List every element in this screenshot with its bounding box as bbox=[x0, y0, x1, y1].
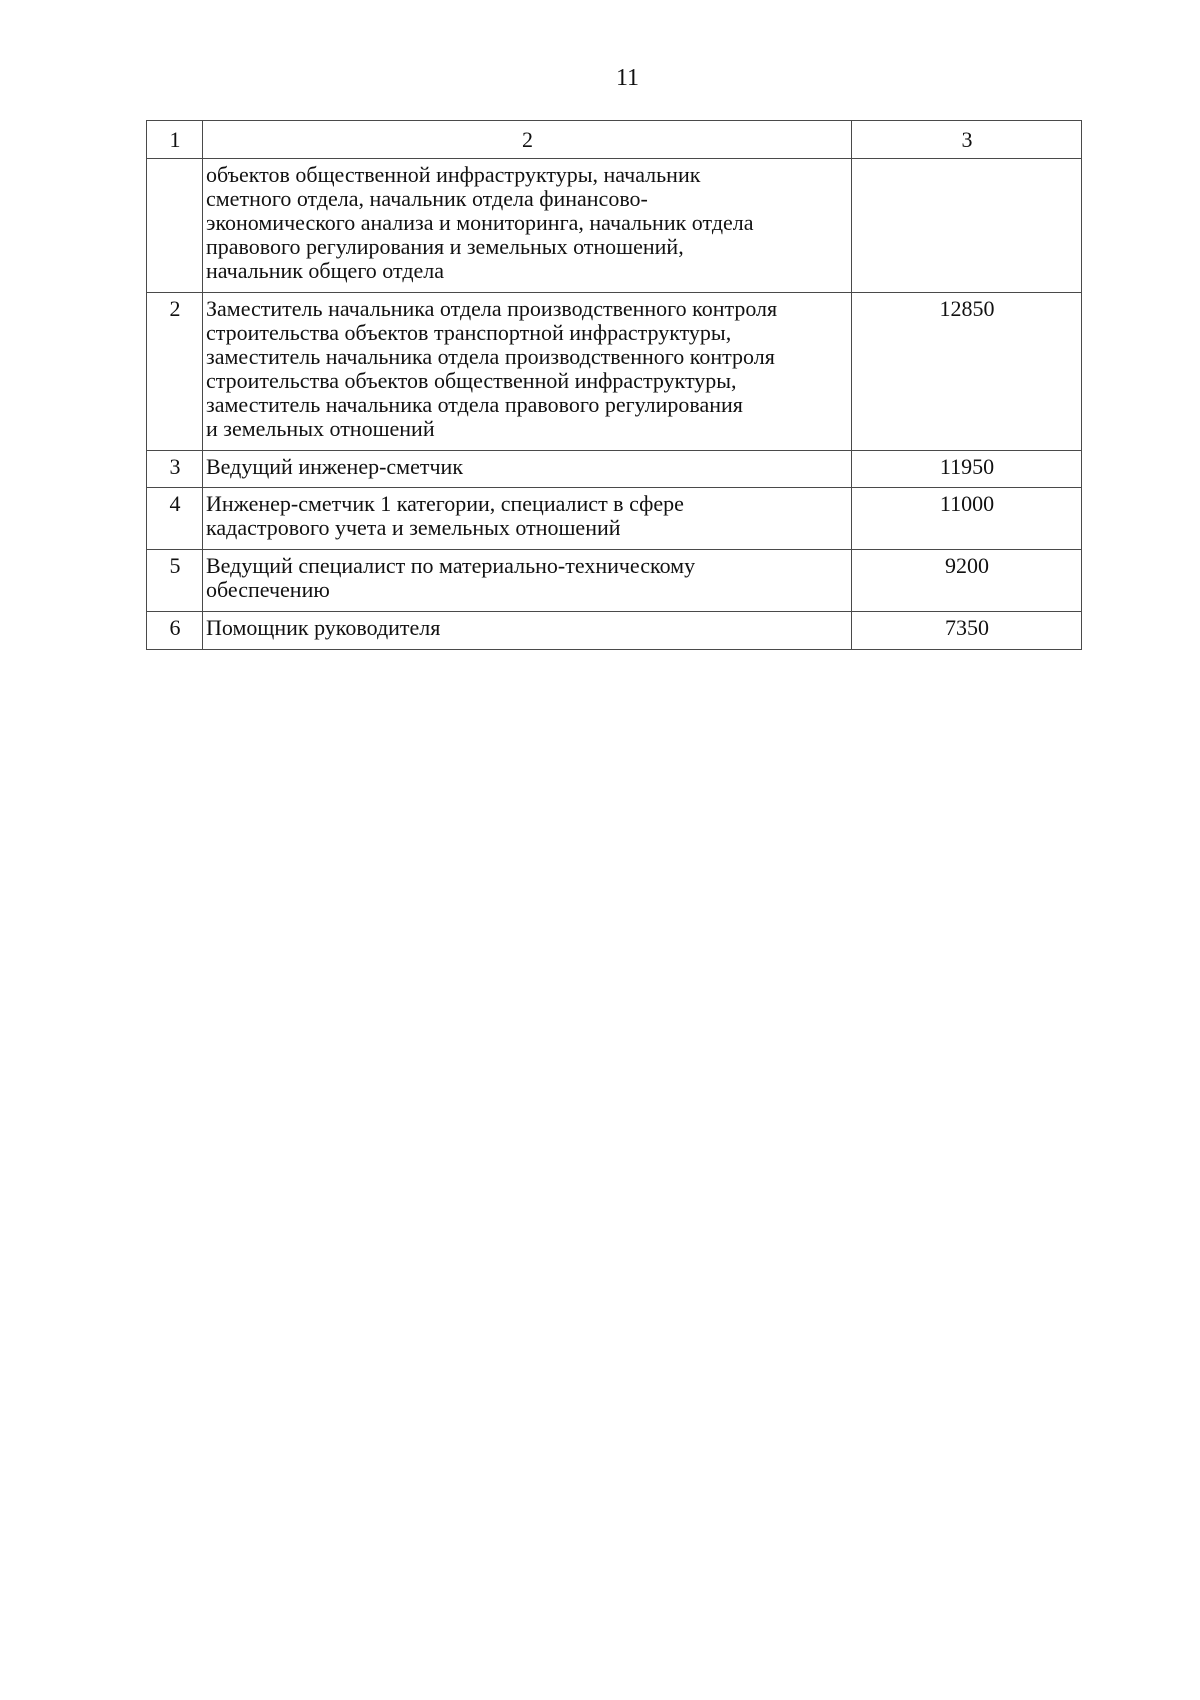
position-text-line: и земельных отношений bbox=[206, 416, 435, 441]
salary-value-cell: 11950 bbox=[852, 451, 1082, 488]
table-row bbox=[147, 612, 1082, 650]
row-number-cell bbox=[147, 159, 203, 293]
position-cell bbox=[203, 159, 852, 293]
position-cell bbox=[203, 293, 852, 451]
position-text-line: кадастрового учета и земельных отношений bbox=[206, 515, 621, 540]
position-text-line: Ведущий инженер-сметчик bbox=[206, 454, 464, 479]
table-row bbox=[147, 159, 1082, 293]
position-text-line: экономического анализа и мониторинга, начальник отдела bbox=[206, 210, 754, 235]
header-cell-3: 3 bbox=[852, 121, 1082, 159]
position-cell bbox=[203, 550, 852, 612]
page-number: 11 bbox=[615, 65, 640, 91]
salary-value-cell: 9200 bbox=[852, 550, 1082, 612]
position-text-line: заместитель начальника отдела правового регулирования bbox=[206, 392, 743, 417]
table-header-row bbox=[147, 121, 1082, 159]
table-row bbox=[147, 293, 1082, 451]
table-row bbox=[147, 488, 1082, 550]
row-number-cell: 6 bbox=[147, 612, 203, 650]
row-number-cell: 4 bbox=[147, 488, 203, 550]
position-text-line: Помощник руководителя bbox=[206, 615, 441, 640]
salary-value-cell: 12850 bbox=[852, 293, 1082, 451]
position-text-line: заместитель начальника отдела производственного контроля bbox=[206, 344, 775, 369]
positions-salary-table bbox=[146, 120, 1082, 650]
row-number-cell: 3 bbox=[147, 451, 203, 488]
position-text-line: строительства объектов общественной инфраструктуры, bbox=[206, 368, 737, 393]
position-cell bbox=[203, 612, 852, 650]
row-number-cell: 5 bbox=[147, 550, 203, 612]
position-text-line: Ведущий специалист по материально-техническому bbox=[206, 553, 696, 578]
position-text-line: обеспечению bbox=[206, 577, 330, 602]
position-text-line: Инженер-сметчик 1 категории, специалист в сфере bbox=[206, 491, 684, 516]
salary-value-cell bbox=[852, 159, 1082, 293]
position-text-line: начальник общего отдела bbox=[206, 258, 445, 283]
row-number-cell: 2 bbox=[147, 293, 203, 451]
header-cell-1: 1 bbox=[147, 121, 203, 159]
table-row bbox=[147, 451, 1082, 488]
position-cell bbox=[203, 488, 852, 550]
table-row bbox=[147, 550, 1082, 612]
position-text-line: сметного отдела, начальник отдела финансово- bbox=[206, 186, 648, 211]
position-text-line: правового регулирования и земельных отношений, bbox=[206, 234, 684, 259]
salary-value-cell: 11000 bbox=[852, 488, 1082, 550]
salary-value-cell: 7350 bbox=[852, 612, 1082, 650]
position-text-line: строительства объектов транспортной инфраструктуры, bbox=[206, 320, 732, 345]
position-cell bbox=[203, 451, 852, 488]
header-cell-2: 2 bbox=[203, 121, 852, 159]
position-text-line: объектов общественной инфраструктуры, начальник bbox=[206, 162, 701, 187]
position-text-line: Заместитель начальника отдела производственного контроля bbox=[206, 296, 778, 321]
